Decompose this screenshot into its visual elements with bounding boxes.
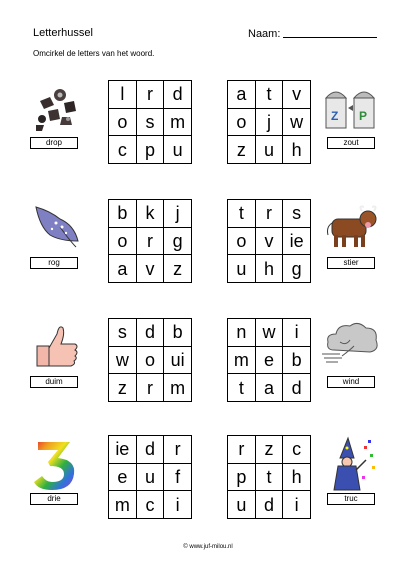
letter-cell[interactable]: a (256, 374, 284, 402)
letter-cell[interactable]: v (256, 228, 284, 256)
thumbs-up-icon (31, 320, 81, 370)
word-label-drop: drop (30, 137, 78, 149)
letter-cell[interactable]: ui (164, 347, 192, 375)
letter-cell[interactable]: p (228, 464, 256, 492)
letter-cell[interactable]: a (228, 81, 256, 109)
letter-cell[interactable]: o (109, 109, 137, 137)
letter-cell[interactable]: d (164, 81, 192, 109)
letter-cell[interactable]: h (283, 464, 311, 492)
bull-icon (324, 203, 374, 253)
word-label-drie: drie (30, 493, 78, 505)
letter-cell[interactable]: f (164, 464, 192, 492)
word-label-truc: truc (327, 493, 375, 505)
stingray-icon (30, 201, 80, 251)
letter-cell[interactable]: r (228, 436, 256, 464)
letter-cell[interactable]: o (228, 228, 256, 256)
letter-cell[interactable]: ie (109, 436, 137, 464)
letter-cell[interactable]: v (137, 255, 165, 283)
word-label-wind: wind (327, 376, 375, 388)
svg-text:P: P (359, 109, 368, 123)
letter-cell[interactable]: r (164, 436, 192, 464)
letter-cell[interactable]: r (256, 200, 284, 228)
letter-grid-rog (108, 199, 192, 283)
letter-cell[interactable]: e (109, 464, 137, 492)
letter-cell[interactable]: d (137, 319, 165, 347)
letter-cell[interactable]: z (164, 255, 192, 283)
worksheet-title: Letterhussel (33, 27, 93, 39)
letter-cell[interactable]: ie (283, 228, 311, 256)
letter-cell[interactable]: s (283, 200, 311, 228)
letter-cell[interactable]: z (256, 436, 284, 464)
letter-cell[interactable]: s (109, 319, 137, 347)
letter-cell[interactable]: o (109, 228, 137, 256)
letter-cell[interactable]: s (137, 109, 165, 137)
letter-cell[interactable]: w (256, 319, 284, 347)
letter-cell[interactable]: u (228, 491, 256, 519)
letter-cell[interactable]: g (283, 255, 311, 283)
letter-cell[interactable]: w (283, 109, 311, 137)
letter-cell[interactable]: w (109, 347, 137, 375)
letter-grid-truc (227, 435, 311, 519)
name-field (248, 27, 377, 40)
letter-cell[interactable]: d (137, 436, 165, 464)
letter-cell[interactable]: b (164, 319, 192, 347)
letter-cell[interactable]: u (256, 136, 284, 164)
letter-cell[interactable]: o (137, 347, 165, 375)
number-three-icon (30, 436, 80, 486)
letter-cell[interactable]: v (283, 81, 311, 109)
letter-cell[interactable]: t (256, 464, 284, 492)
letter-cell[interactable]: t (256, 81, 284, 109)
letter-cell[interactable]: d (283, 374, 311, 402)
letter-grid-zout (227, 80, 311, 164)
letter-cell[interactable]: c (109, 136, 137, 164)
licorice-icon (30, 83, 80, 133)
letter-cell[interactable]: h (283, 136, 311, 164)
footer-credit: © www.juf-milou.nl (183, 544, 233, 550)
letter-cell[interactable]: m (109, 491, 137, 519)
letter-cell[interactable]: o (228, 109, 256, 137)
letter-cell[interactable]: r (137, 374, 165, 402)
name-label: Naam: (248, 28, 281, 40)
word-label-zout: zout (327, 137, 375, 149)
letter-cell[interactable]: t (228, 374, 256, 402)
svg-text:Z: Z (331, 109, 339, 123)
letter-cell[interactable]: b (283, 347, 311, 375)
word-label-duim: duim (30, 376, 78, 388)
letter-cell[interactable]: r (137, 228, 165, 256)
word-label-stier: stier (327, 257, 375, 269)
letter-cell[interactable]: c (283, 436, 311, 464)
letter-grid-drop (108, 80, 192, 164)
letter-cell[interactable]: e (256, 347, 284, 375)
letter-grid-wind (227, 318, 311, 402)
word-label-rog: rog (30, 257, 78, 269)
letter-cell[interactable]: l (109, 81, 137, 109)
letter-grid-drie (108, 435, 192, 519)
letter-cell[interactable]: b (109, 200, 137, 228)
letter-cell[interactable]: t (228, 200, 256, 228)
name-line (283, 27, 377, 38)
letter-cell[interactable]: r (137, 81, 165, 109)
letter-cell[interactable]: i (283, 491, 311, 519)
letter-cell[interactable]: h (256, 255, 284, 283)
letter-cell[interactable]: u (228, 255, 256, 283)
letter-cell[interactable]: g (164, 228, 192, 256)
salt-pepper-icon (322, 84, 372, 134)
instruction-text: Omcirkel de letters van het woord. (33, 49, 155, 58)
wizard-icon (326, 436, 376, 486)
wind-cloud-icon (320, 320, 382, 370)
letter-cell[interactable]: p (137, 136, 165, 164)
letter-cell[interactable]: i (283, 319, 311, 347)
letter-cell[interactable]: m (164, 109, 192, 137)
letter-grid-stier (227, 199, 311, 283)
letter-cell[interactable]: u (137, 464, 165, 492)
letter-cell[interactable]: d (256, 491, 284, 519)
letter-cell[interactable]: m (228, 347, 256, 375)
letter-grid-duim (108, 318, 192, 402)
letter-cell[interactable]: z (228, 136, 256, 164)
letter-cell[interactable]: m (164, 374, 192, 402)
letter-cell[interactable]: i (164, 491, 192, 519)
letter-cell[interactable]: n (228, 319, 256, 347)
letter-cell[interactable]: a (109, 255, 137, 283)
letter-cell[interactable]: c (137, 491, 165, 519)
letter-cell[interactable]: j (164, 200, 192, 228)
letter-cell[interactable]: u (164, 136, 192, 164)
letter-cell[interactable]: z (109, 374, 137, 402)
letter-cell[interactable]: k (137, 200, 165, 228)
letter-cell[interactable]: j (256, 109, 284, 137)
